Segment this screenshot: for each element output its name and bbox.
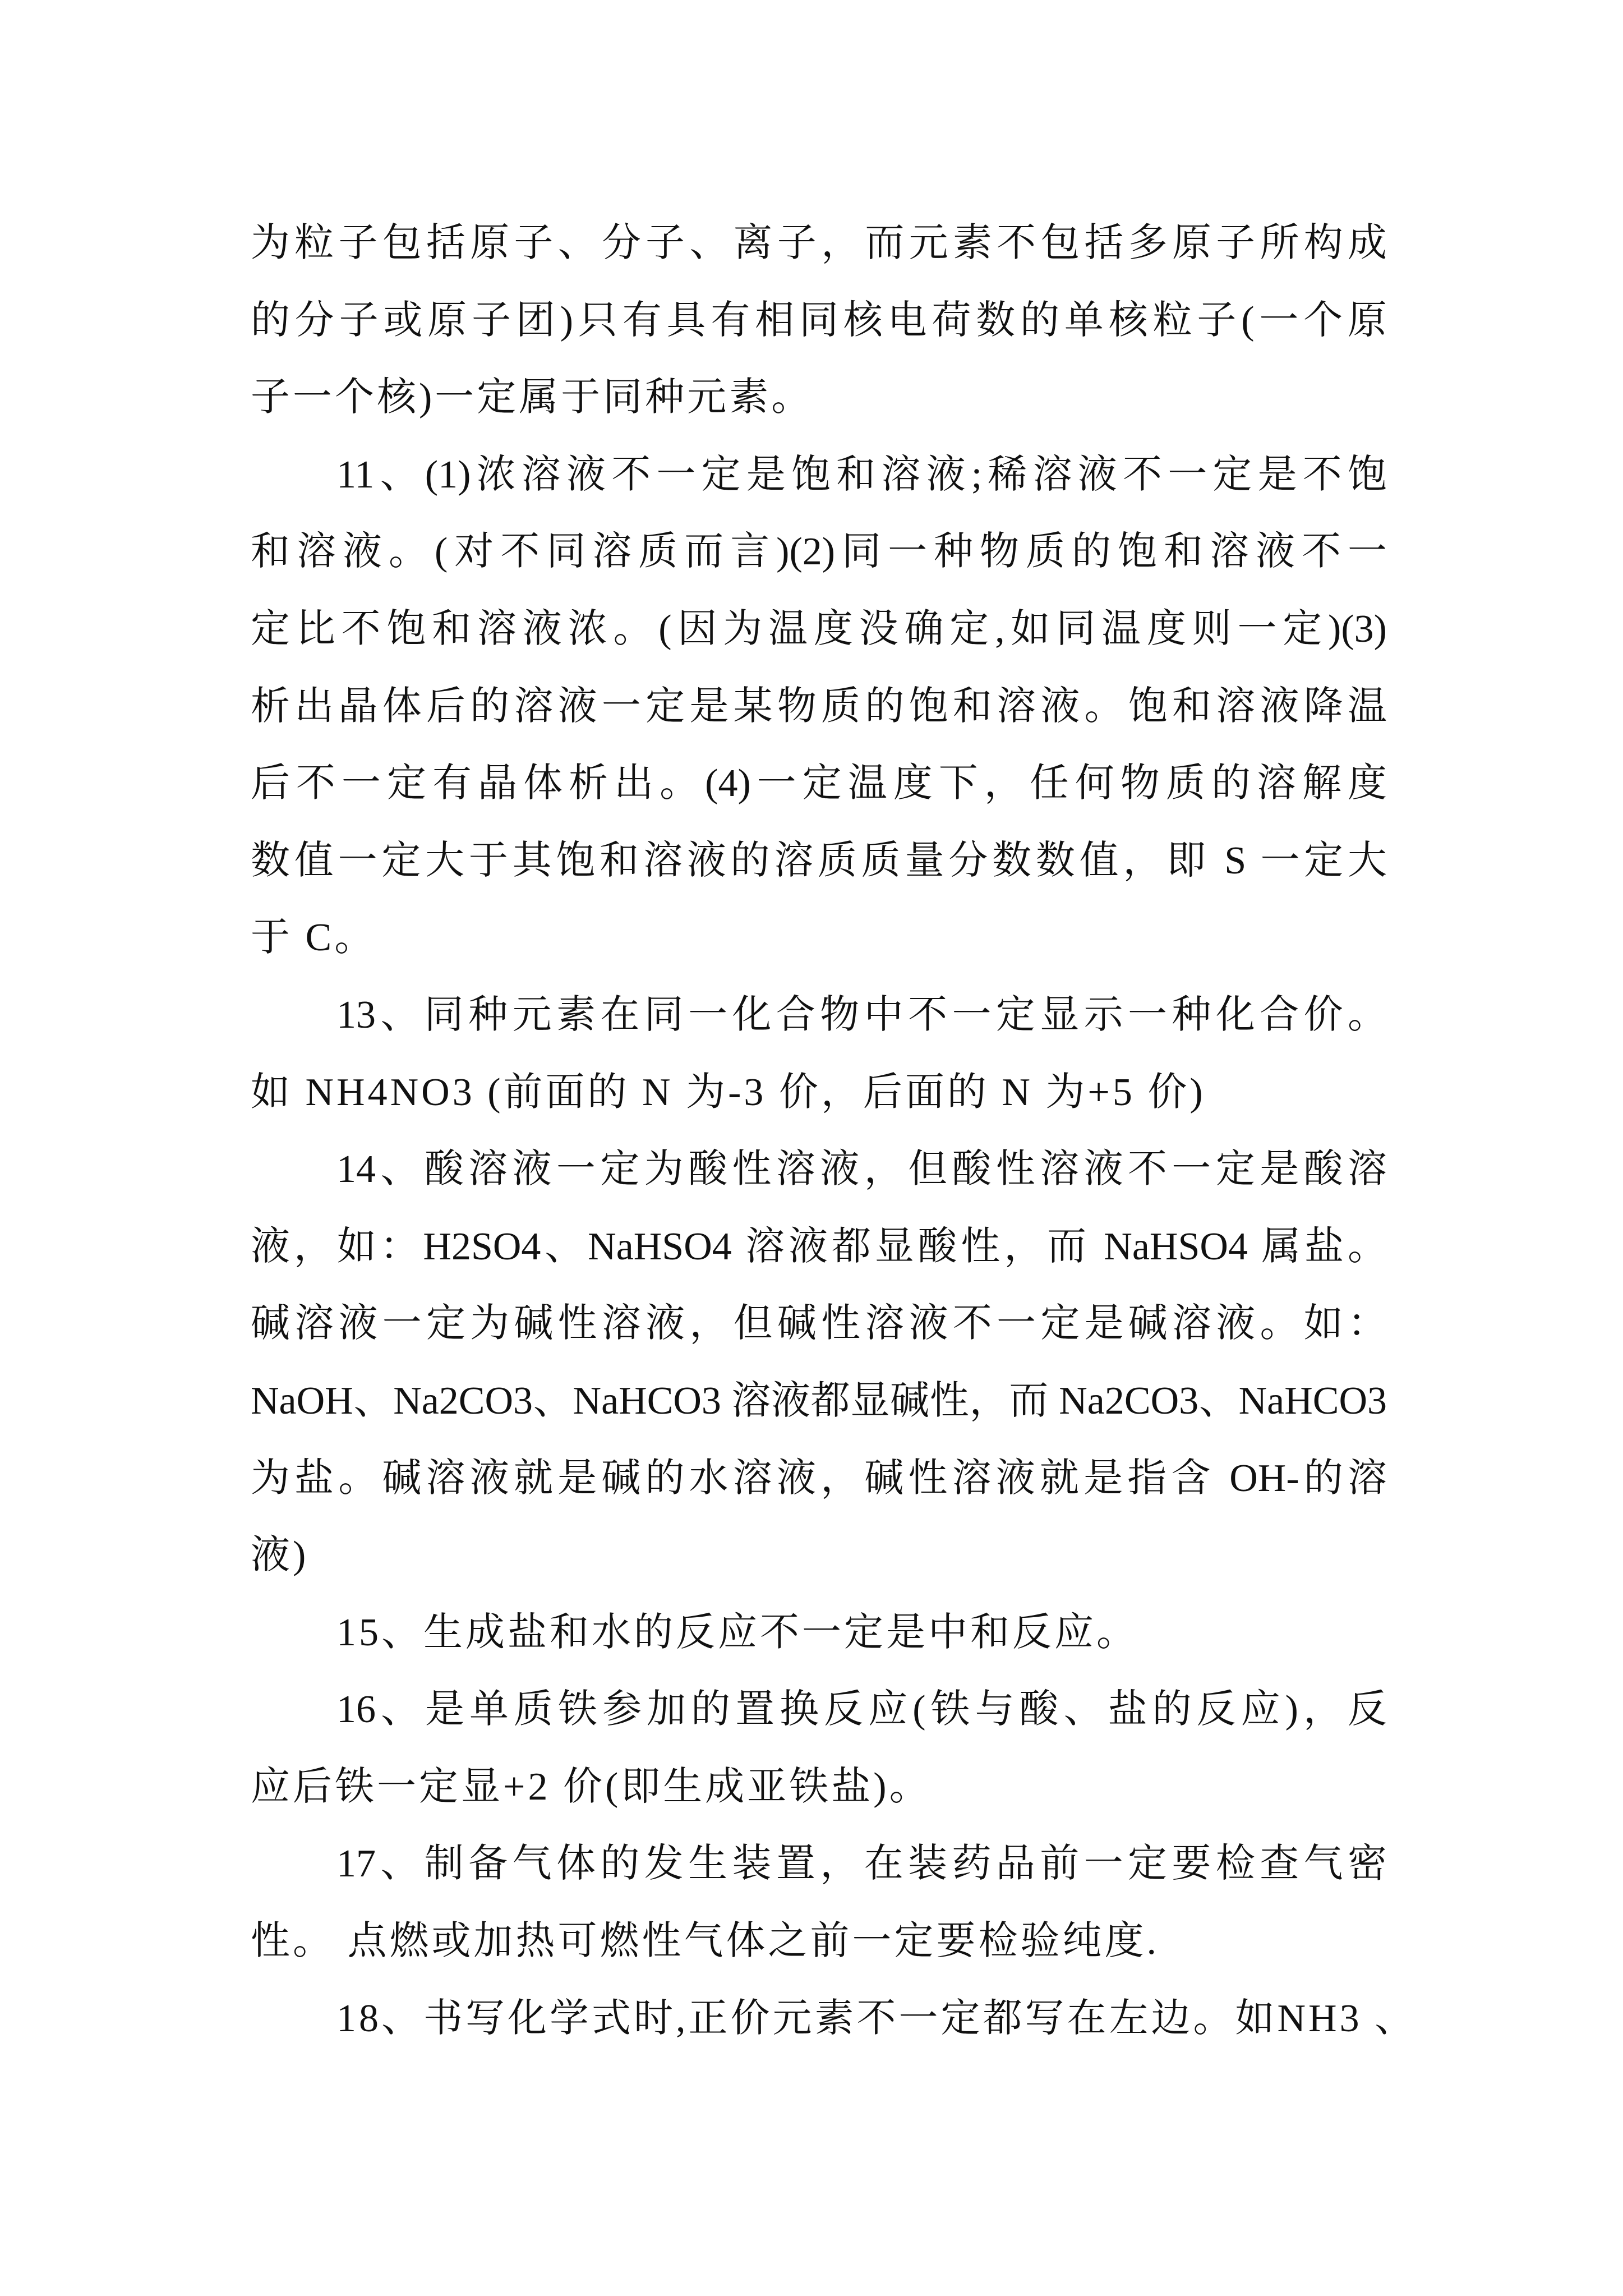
paragraph xyxy=(251,1980,1417,2058)
text-line: 定比不饱和溶液浓。(因为温度没确定,如同温度则一定)(3) xyxy=(251,607,1387,651)
text-line: 18、书写化学式时,正价元素不一定都写在左边。如NH3 、 xyxy=(336,1996,1417,2040)
text-line: 后不一定有晶体析出。(4)一定温度下，任何物质的溶解度 xyxy=(251,762,1387,806)
text-line: 为盐。碱溶液就是碱的水溶液，碱性溶液就是指含 OH-的溶 xyxy=(251,1456,1387,1500)
text-line: 应后铁一定显+2 价(即生成亚铁盐)。 xyxy=(251,1765,932,1809)
paragraph xyxy=(251,205,1387,436)
text-line: 碱溶液一定为碱性溶液，但碱性溶液不一定是碱溶液。如： xyxy=(251,1302,1387,1346)
text-line: 液) xyxy=(251,1534,309,1577)
text-line: NaOH、Na2CO3、NaHCO3 溶液都显碱性，而 Na2CO3、NaHCO3 xyxy=(251,1379,1387,1423)
text-line: 15、生成盐和水的反应不一定是中和反应。 xyxy=(336,1611,1138,1654)
text-line: 13、同种元素在同一化合物中不一定显示一种化合价。 xyxy=(336,993,1387,1037)
paragraph xyxy=(251,436,1387,977)
text-line: 数值一定大于其饱和溶液的溶质质量分数数值，即 S 一定大 xyxy=(251,839,1387,882)
text-line: 和溶液。(对不同溶质而言)(2)同一种物质的饱和溶液不一 xyxy=(251,530,1387,574)
paragraph xyxy=(251,1671,1387,1825)
paragraph xyxy=(251,977,1387,1131)
text-line: 液，如：H2SO4、NaHSO4 溶液都显酸性，而 NaHSO4 属盐。 xyxy=(251,1225,1387,1268)
paragraph xyxy=(251,1594,1387,1672)
text-line: 11、(1)浓溶液不一定是饱和溶液;稀溶液不一定是不饱 xyxy=(336,453,1387,496)
text-line: 14、酸溶液一定为酸性溶液，但酸性溶液不一定是酸溶 xyxy=(336,1148,1387,1191)
text-line: 17、制备气体的发生装置，在装药品前一定要检查气密 xyxy=(336,1842,1387,1886)
text-line: 子一个核)一定属于同种元素。 xyxy=(251,376,814,420)
text-line: 16、是单质铁参加的置换反应(铁与酸、盐的反应)，反 xyxy=(336,1688,1387,1732)
text-line: 的分子或原子团)只有具有相同核电荷数的单核粒子(一个原 xyxy=(251,298,1387,342)
text-line: 于 C。 xyxy=(251,916,377,960)
paragraph xyxy=(251,1825,1387,1980)
paragraph xyxy=(251,1131,1387,1594)
text-line: 性。 点燃或加热可燃性气体之前一定要检验纯度. xyxy=(251,1920,1159,1963)
text-line: 为粒子包括原子、分子、离子，而元素不包括多原子所构成 xyxy=(251,222,1387,265)
text-line: 如 NH4NO3 (前面的 N 为-3 价，后面的 N 为+5 价) xyxy=(251,1070,1206,1114)
text-line: 析出晶体后的溶液一定是某物质的饱和溶液。饱和溶液降温 xyxy=(251,684,1387,728)
document-body xyxy=(251,205,1417,2057)
